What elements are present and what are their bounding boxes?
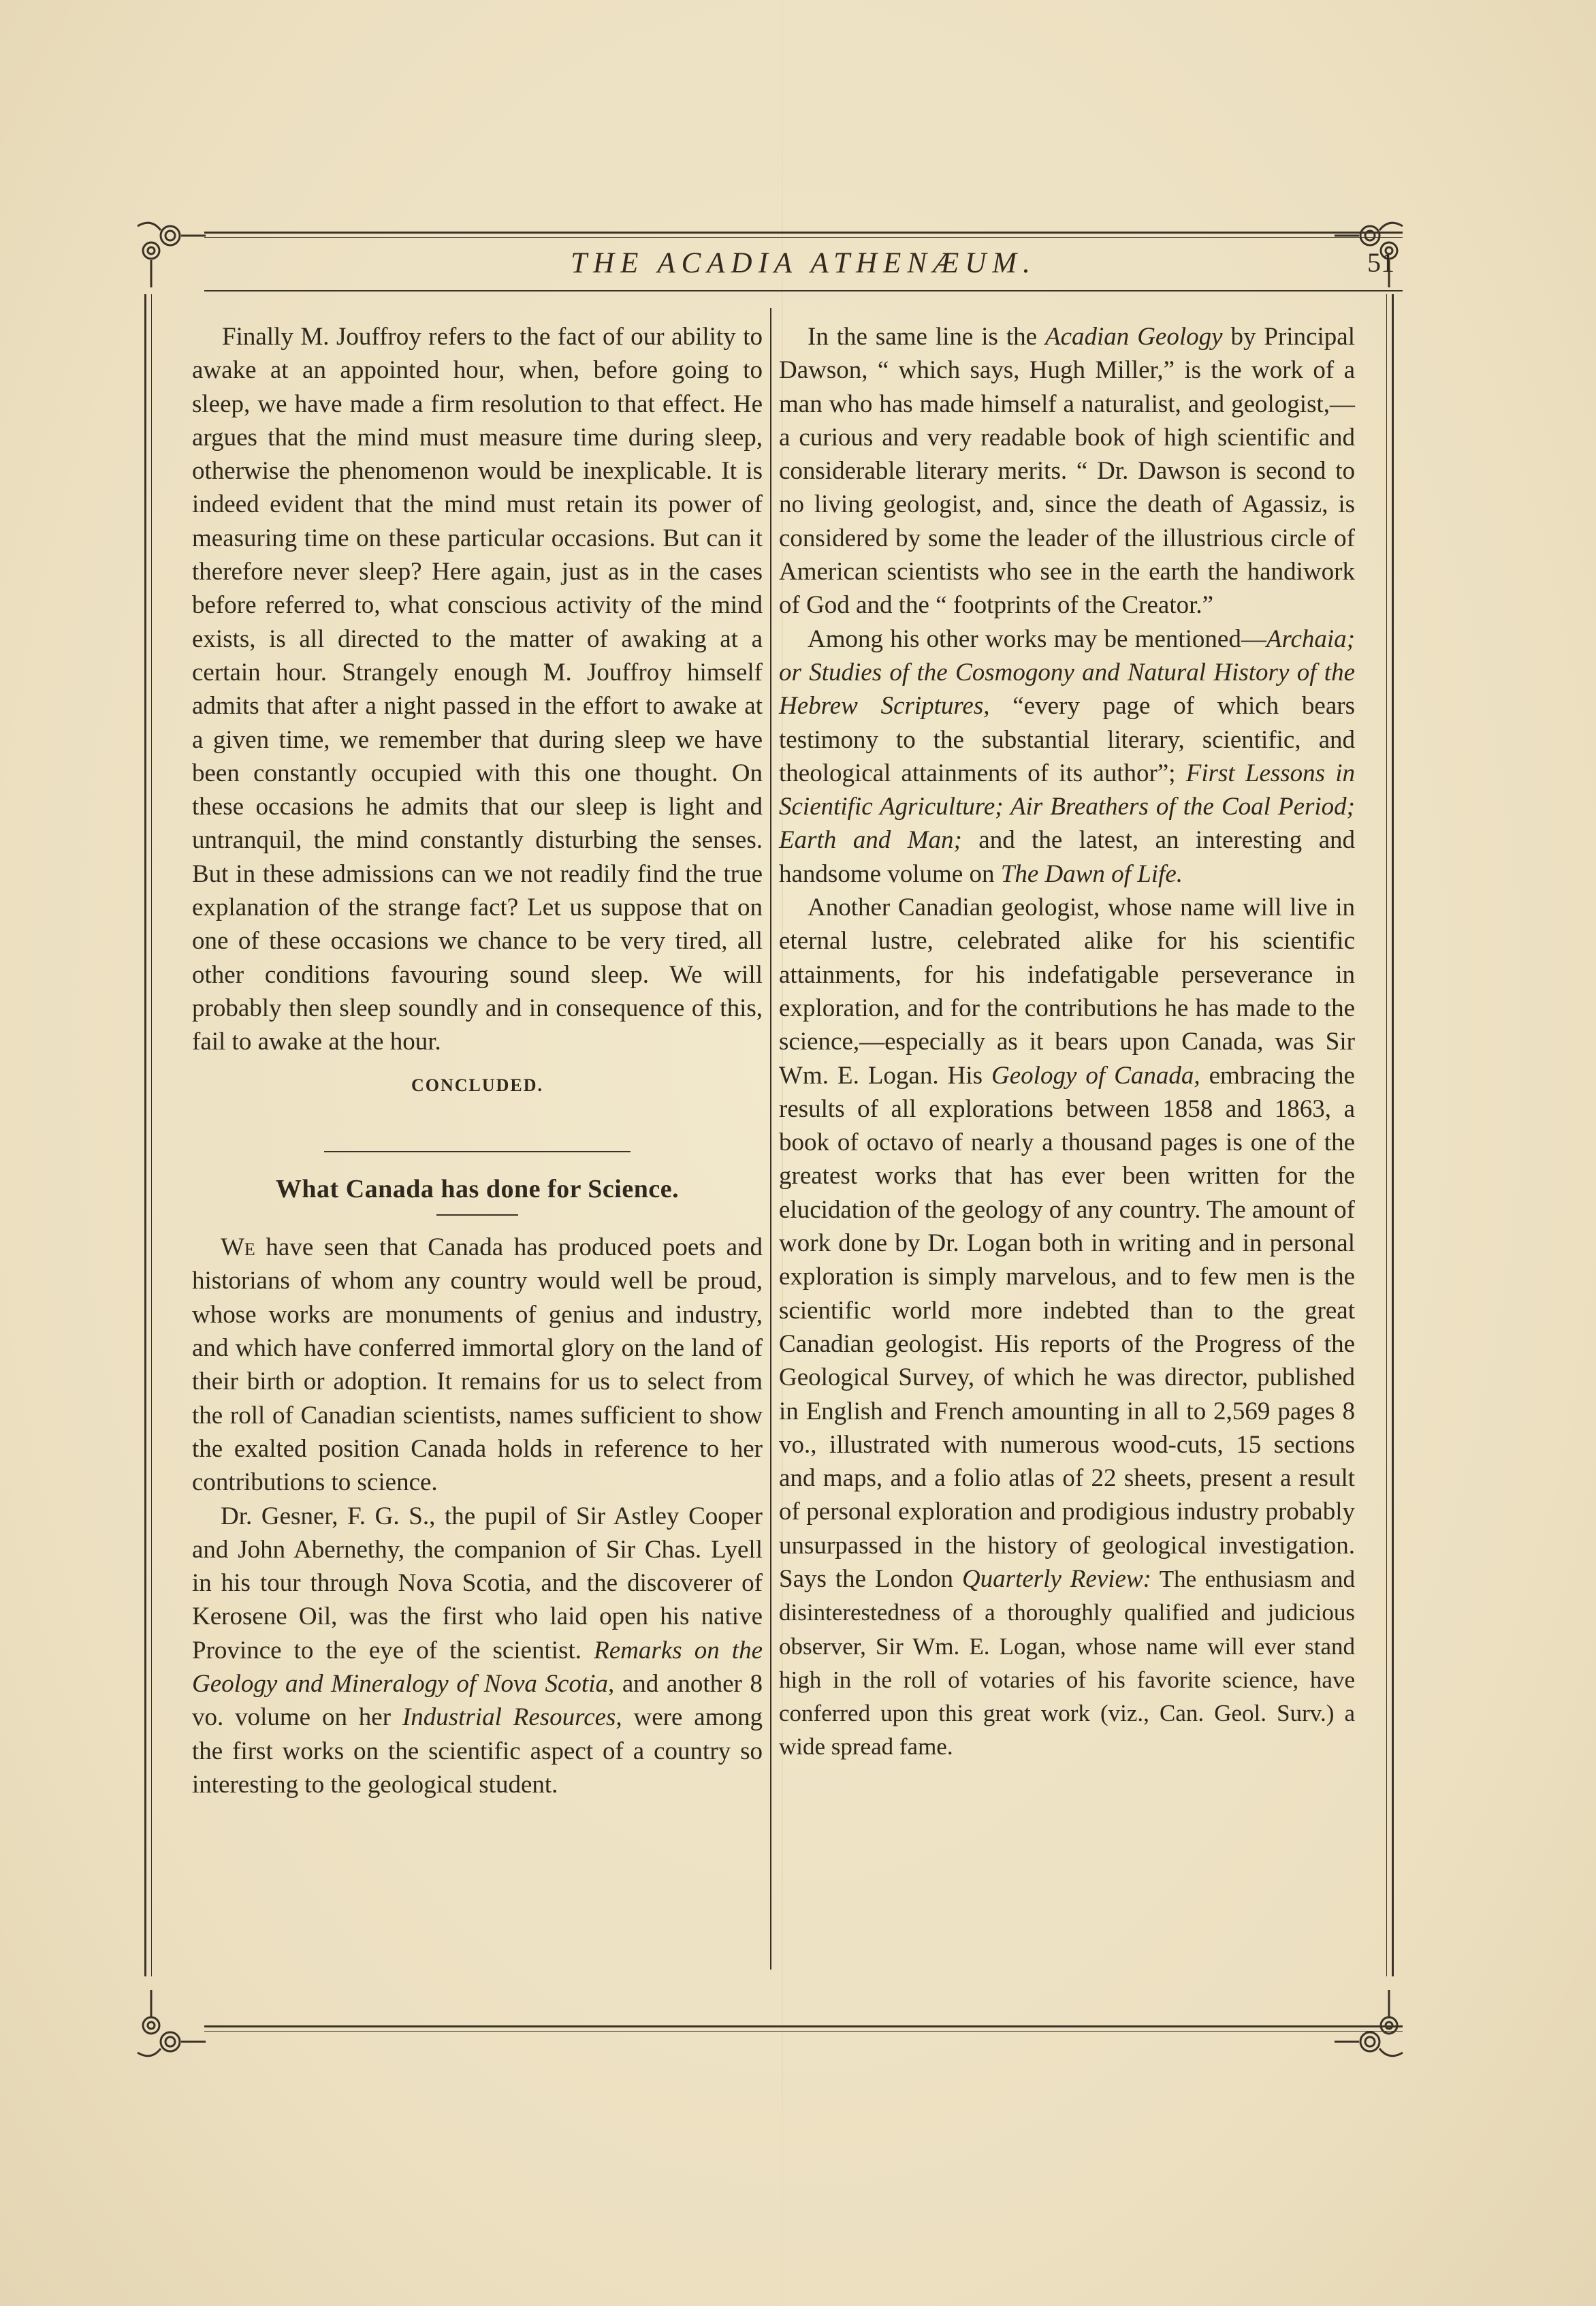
gesner-text-c: were among the first works on the scientific aspect of a country so interesting to the geological student.	[192, 1703, 763, 1799]
paragraph-intro	[192, 1231, 763, 1499]
logan-text-b: embracing the results of all explorations between 1858 and 1863, a book of octavo of nearly a thousand pages is one of the greatest works that has ever been written for the elucidation of the geology of any country. The amount of work done by Dr. Logan both in writing and in personal exploration is simply marvelous, and to few men is the scientific world more indebted than to the great Canadian geologist. His reports of the Progress of the Geological Survey, of which he was director, published in English and French amounting in all to 2,569 pages 8 vo., illustrated with numerous wood-cuts, 15 sections and maps, and a folio atlas of 22 sheets, present a result of personal exploration and prodigious industry probably unsurpassed in the history of geological investigation. Says the London	[779, 1061, 1355, 1593]
works-text-c: and the latest, an interesting and handsome volume on	[779, 826, 1355, 888]
paragraph-gesner	[192, 1500, 763, 1802]
gesner-text-a: Dr. Gesner, F. G. S., the pupil of Sir Astley Cooper and John Abernethy, the companion of Sir Chas. Lyell in his tour through Nova Scotia, and the discoverer of Kerosene Oil, was the first who laid open his native Province to the eye of the scientist.	[192, 1502, 763, 1664]
logan-title-quarterly-review: Quarterly Review:	[961, 1564, 1151, 1593]
frame-left-rule-inner	[151, 294, 152, 1976]
gesner-title-remarks: Remarks on the Geology and Mineralogy of Nova Scotia,	[192, 1636, 763, 1698]
paragraph-logan	[779, 891, 1355, 1764]
works-title-lessons: First Lessons in Scientific Agriculture; Air Breathers of the Coal Period; Earth and Man;	[779, 759, 1355, 855]
gesner-text-b: and another 8 vo. volume on her	[192, 1669, 763, 1732]
works-title-archaia: Archaia; or Studies of the Cosmogony and Natural History of the Hebrew Scriptures,	[779, 625, 1355, 721]
journal-title: THE ACADIA ATHENÆUM.	[571, 247, 1036, 279]
logan-quote: The enthusiasm and disinterestedness of a thoroughly qualified and judicious observer, Sir Wm. E. Logan, whose name will ever stand high in the roll of votaries of his favorite science, have conferred upon this great work (viz., Can. Geol. Surv.) a wide spread fame.	[779, 1565, 1355, 1760]
frame-bottom-rule-inner	[204, 2031, 1403, 2032]
frame-left-rule	[144, 294, 146, 1976]
dawson-title-acadian-geology: Acadian Geology	[1044, 323, 1223, 351]
corner-ornament-icon	[1335, 1990, 1409, 2065]
logan-title-geology-of-canada: Geology of Canada,	[991, 1061, 1200, 1090]
frame-top-rule-inner	[204, 237, 1403, 238]
page-number: 51	[1367, 247, 1394, 278]
gesner-title-resources: Industrial Resources,	[402, 1703, 622, 1732]
frame-right-rule-inner	[1386, 294, 1387, 1976]
frame-bottom-rule	[204, 2025, 1403, 2027]
paragraph-jouffroy: Finally M. Jouffroy refers to the fact of our ability to awake at an appointed hour, when, before going to sleep, we have made a firm resolution to that effect. He argues that the mind must measure time during sleep, otherwise the phenomenon would be inexplicable. It is indeed evident that the mind must retain its power of measuring time on these particular occasions. But can it therefore never sleep? Here again, just as in the cases before referred to, what conscious activity of the mind exists, is all directed to the matter of awaking at a certain hour. Strangely enough M. Jouffroy himself admits that after a night passed in the effort to awake at a given time, we remember that during sleep we have been constantly occupied with this one thought. On these occasions he admits that our sleep is light and untranquil, the mind constantly disturbing the senses. But in these admissions can we not readily find the true explanation of the strange fact? Let us suppose that on one of these occasions we chance to be very tired, all other conditions favouring sound sleep. We will probably then sleep soundly and in consequence of this, fail to awake at the hour.	[192, 323, 763, 1056]
paragraph-dawson	[779, 320, 1355, 622]
dawson-text-a: In the same line is the	[808, 323, 1045, 351]
logan-text-a: Another Canadian geologist, whose name will live in eternal lustre, celebrated alike for his scientific attainments, for his indefatigable perseverance in exploration, and for the contributions he has made to the science,—especially as it bears upon Canada, was Sir Wm. E. Logan. His	[779, 894, 1355, 1090]
corner-ornament-icon	[131, 1990, 206, 2065]
right-column	[779, 320, 1355, 1764]
paragraph-other-works	[779, 622, 1355, 891]
left-column	[192, 320, 763, 1801]
section-separator	[324, 1151, 631, 1152]
column-divider	[770, 308, 771, 1970]
concluded-label: CONCLUDED.	[411, 1075, 544, 1095]
dropcap-lead: We	[221, 1233, 255, 1262]
header-underline	[204, 290, 1403, 291]
dawson-text-b: by Principal Dawson, “ which says, Hugh Miller,” is the work of a man who has made himself a naturalist, and geologist,—a curious and very readable book of high scientific and considerable literary merits. “ Dr. Dawson is second to no living geologist, and, since the death of Agassiz, is considered by some the leader of the illustrious circle of American scientists who see in the earth the handiwork of God and the “ footprints of the Creator.”	[779, 323, 1355, 620]
works-text-b: “every page of which bears testimony to the substantial literary, scientific, and theological attainments of its author”;	[779, 692, 1355, 787]
frame-top-rule	[204, 232, 1403, 234]
article-heading: What Canada has done for Science.	[275, 1174, 680, 1203]
running-header	[204, 242, 1403, 290]
frame-right-rule	[1392, 294, 1394, 1976]
corner-ornament-icon	[131, 212, 206, 287]
works-title-dawn-of-life: The Dawn of Life.	[1000, 859, 1183, 888]
works-text-a: Among his other works may be mentioned—	[808, 625, 1266, 653]
heading-underline	[436, 1214, 518, 1216]
paragraph-intro-text: have seen that Canada has produced poets and historians of whom any country would well be proud, whose works are monuments of genius and industry, and which have conferred immortal glory on the land of their birth or adoption. It remains for us to select from the roll of Canadian scientists, names sufficient to show the exalted position Canada holds in reference to her contributions to science.	[192, 1233, 763, 1497]
